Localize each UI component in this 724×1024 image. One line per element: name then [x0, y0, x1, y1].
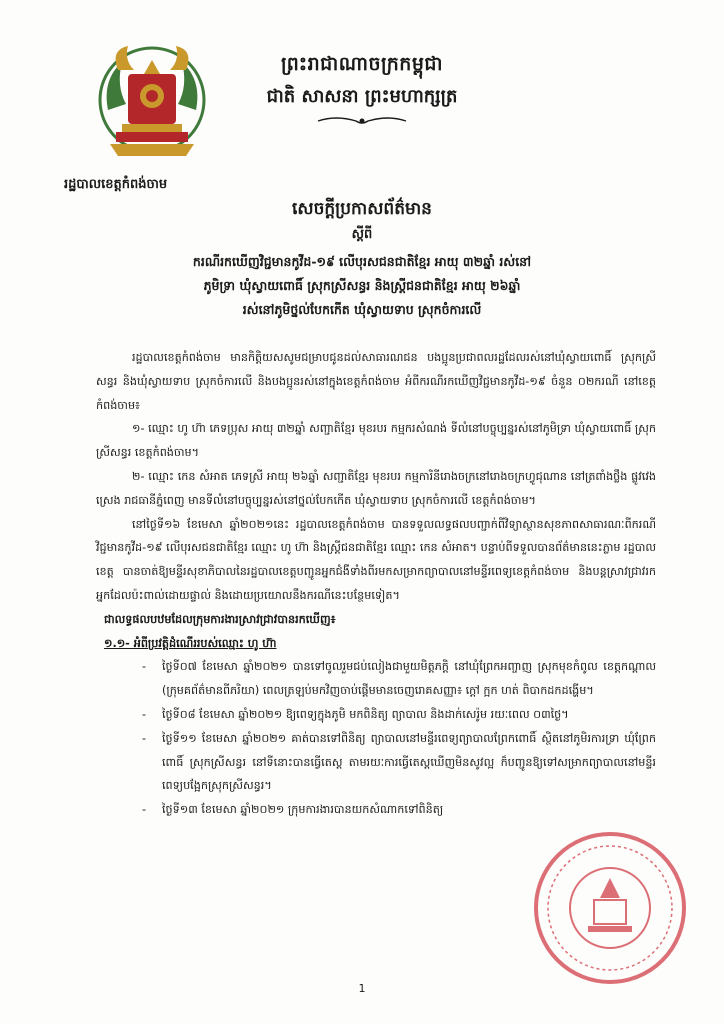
document-body: [96, 346, 656, 822]
page-number: 1: [358, 982, 366, 995]
travel-history-heading: ១.១- អំពីប្រវត្តិដំណើររបស់ឈ្មោះ ហូ ហ៊ា: [104, 636, 277, 650]
list-item: - ថ្ងៃទី១១ ខែមេសា ឆ្នាំ២០២១ គាត់បានទៅពិនិត្យ ព្យាបាលនៅមន្ទីរពេទ្យព្យាបាលព្រែកពោធិ៍ ស្ថិតនៅភូមិរការទ្រា ឃុំព្រែកពោធិ៍ ស្រុកស្រីសន្ធរ នៅទីនោះបានធ្វើតេស្ត តាមរយៈការធ្វើតេស្តឃើញមិនសូវល្អ ក៏បញ្ជូនឱ្យទៅសម្រាកព្យាបាលនៅមន្ទីរពេទ្យបង្អែកស្រុកស្រីសន្ធរ។: [142, 731, 656, 793]
subject-line-2: ភូមិទ្រា ឃុំស្វាយពោធិ៍ ស្រុកស្រីសន្ធរ និងស្ត្រីជនជាតិខ្មែរ អាយុ ២៦ឆ្នាំ: [203, 278, 521, 293]
intro-paragraph: រដ្ឋបាលខេត្តកំពង់ចាម មានកិត្តិយសសូមជម្រាបជូនដល់សាធារណជន បងប្អូនប្រជាពលរដ្ឋដែលរស់នៅឃុំស្វាយពោធិ៍ ស្រុកស្រីសន្ធរ និងឃុំស្វាយទាប ស្រុកចំការលើ និងបងប្អូនរស់នៅក្នុងខេត្តកំពង់ចាម អំពីករណីរកឃើញវិជ្ជមានកូវីដ-១៩ ចំនួន ០២ករណី នៅខេត្តកំពង់ចាម៖: [96, 351, 656, 412]
national-motto: ជាតិ សាសនា ព្រះមហាក្សត្រ: [266, 86, 458, 107]
list-item: - ថ្ងៃទី០៧ ខែមេសា ឆ្នាំ២០២១ បានទៅចូលរួមជប់លៀងជាមួយមិត្តភក្ដិ នៅឃុំព្រែកអញ្ចាញ ស្រុកមុខកំពូល ខេត្តកណ្ដាល (ក្រុមគព័ត៌មានពីភរិយា) ពេលត្រឡប់មកវិញចាប់ផ្ដើមមានចេញរោគសញ្ញា៖ ក្ដៅ ក្អក ហត់ ពិបាកដកដង្ហើម។: [142, 660, 656, 698]
case-1-paragraph: ១- ឈ្មោះ ហូ ហ៊ា ភេទប្រុស អាយុ ៣២ឆ្នាំ សញ្ជាតិខ្មែរ មុខរបរ កម្មករសំណង់ ទីលំនៅបច្ចុប្បន្នរស់នៅភូមិទ្រា ឃុំស្វាយពោធិ៍ ស្រុកស្រីសន្ធរ ខេត្តកំពង់ចាម។: [96, 422, 656, 460]
list-item: - ថ្ងៃទី១៣ ខែមេសា ឆ្នាំ២០២១ ក្រុមការងារបានយកសំណាកទៅពិនិត្យ: [142, 803, 444, 817]
document-title: សេចក្ដីប្រកាសព័ត៌មាន: [292, 199, 432, 219]
divider-ornament-icon: [316, 113, 408, 129]
official-stamp-icon: [530, 828, 690, 988]
subject-line-1: ករណីរកឃើញវិជ្ជមានកូវីដ-១៩ លើបុរសជនជាតិខ្មែរ អាយុ ៣២ឆ្នាំ រស់នៅ: [192, 254, 532, 269]
case-2-paragraph: ២- ឈ្មោះ កេន សំអាត ភេទស្រី អាយុ ២៦ឆ្នាំ សញ្ជាតិខ្មែរ មុខរបរ កម្មការិនីរោងចក្រនៅរោងចក្រហ្វូជុណាន នៅត្រពាំងថ្លឹង ផ្លូវវេងស្រេង រាជធានីភ្នំពេញ មានទីលំនៅបច្ចុប្បន្នរស់នៅថ្នល់បែកកើត ឃុំស្វាយទាប ស្រុកចំការលើ ខេត្តកំពង់ចាម។: [96, 469, 656, 507]
findings-heading: ជាលទ្ធផលបឋមដែលក្រុមការងារស្រាវជ្រាវបានរកឃើញ៖: [104, 612, 336, 626]
title-about: ស្ដីពី: [351, 227, 373, 242]
report-paragraph: នៅថ្ងៃទី១៦ ខែមេសា ឆ្នាំ២០២១នេះ រដ្ឋបាលខេត្តកំពង់ចាម បានទទួលលទ្ធផលបញ្ជាក់ពីវិទ្យាស្ថានសុខភាពសាធារណៈពីករណីវិជ្ជមានកូវីដ-១៩ លើបុរសជនជាតិខ្មែរ ឈ្មោះ ហូ ហ៊ា និងស្ត្រីជនជាតិខ្មែរ ឈ្មោះ កេន សំអាត។ បន្ទាប់ពីទទួលបានព័ត៌មាននេះភ្លាម រដ្ឋបាលខេត្ត បានចាត់ឱ្យមន្ទីរសុខាភិបាលនៃរដ្ឋបាលខេត្តបញ្ជូនអ្នកជំងឺទាំងពីរមកសម្រាកព្យាបាលនៅមន្ទីរពេទ្យខេត្តកំពង់ចាម និងបន្តស្រាវជ្រាវរកអ្នកដែលប៉ះពាល់ដោយផ្ទាល់ និងដោយប្រយោលនឹងករណីនេះបន្ថែមទៀត។: [96, 517, 656, 602]
list-item: - ថ្ងៃទី០៨ ខែមេសា ឆ្នាំ២០២១ ឱ្យពេទ្យក្នុងភូមិ មកពិនិត្យ ព្យាបាល និងដាក់សេរ៉ូម រយៈពេល ០៣ថ្ងៃ។: [142, 707, 569, 721]
kingdom-heading: ព្រះរាជាណាចក្រកម្ពុជា: [281, 53, 443, 75]
document-subject: [60, 250, 664, 322]
issuing-authority: រដ្ឋបាលខេត្តកំពង់ចាម: [64, 177, 168, 192]
subject-line-3: រស់នៅភូមិថ្នល់បែកកើត ឃុំស្វាយទាប ស្រុកចំការលើ: [242, 302, 482, 317]
